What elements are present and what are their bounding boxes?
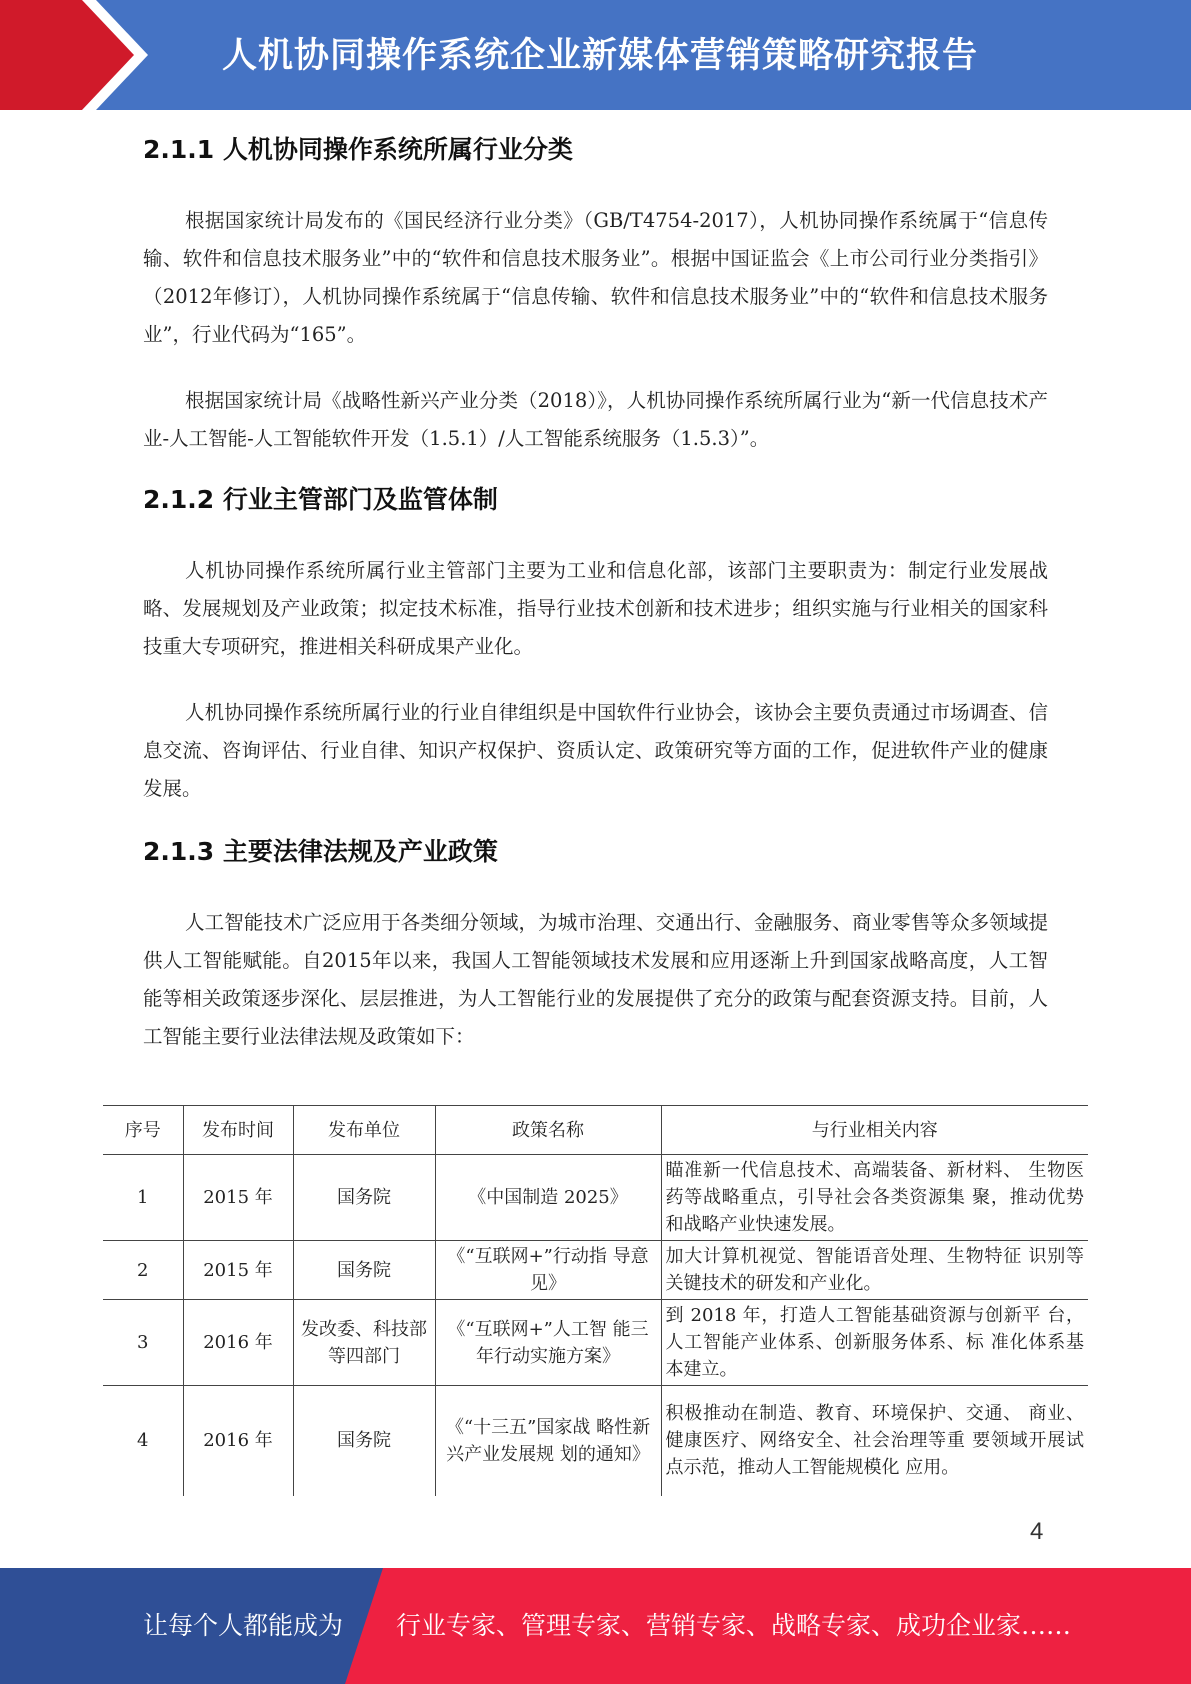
section-title-2-1-3: 2.1.3 主要法律法规及产业政策 [143, 837, 498, 866]
table-header-row [103, 1106, 1088, 1155]
table-cell: 2015 年 [183, 1155, 293, 1241]
section-title-2-1-2: 2.1.2 行业主管部门及监管体制 [143, 485, 498, 514]
section-title-2-1-1: 2.1.1 人机协同操作系统所属行业分类 [143, 135, 573, 164]
page-header [0, 0, 1191, 110]
paragraph: 根据国家统计局发布的《国民经济行业分类》（GB/T4754-2017），人机协同操作系统属于“信息传输、软件和信息技术服务业”中的“软件和信息技术服务业”。根据中国证监会《上市公司行业分类指引》（2012年修订），人机协同操作系统属于“信息传输、软件和信息技术服务业”中的“软件和信息技术服务业”，行业代码为“165”。 [143, 209, 1048, 346]
page-number: 4 [1030, 1518, 1044, 1545]
table-cell: 到 2018 年，打造人工智能基础资源与创新平 台，人工智能产业体系、创新服务体系、标 准化体系基本建立。 [661, 1300, 1088, 1386]
paragraph: 人机协同操作系统所属行业主管部门主要为工业和信息化部，该部门主要职责为：制定行业发展战略、发展规划及产业政策；拟定技术标准，指导行业技术创新和技术进步；组织实施与行业相关的国家科技重大专项研究，推进相关科研成果产业化。 [143, 559, 1048, 658]
table-row [103, 1155, 1088, 1241]
table-cell: 2016 年 [183, 1300, 293, 1386]
paragraph: 根据国家统计局《战略性新兴产业分类（2018）》，人机协同操作系统所属行业为“新一代信息技术产业-人工智能-人工智能软件开发（1.5.1）/人工智能系统服务（1.5.3）”。 [143, 389, 1048, 450]
table-cell: 《“十三五”国家战 略性新兴产业发展规 划的通知》 [435, 1386, 661, 1496]
table-cell: 4 [103, 1386, 183, 1496]
table-cell: 2 [103, 1241, 183, 1300]
policy-table [103, 1105, 1088, 1496]
table-cell: 3 [103, 1300, 183, 1386]
footer-slogan-right: 行业专家、管理专家、营销专家、战略专家、成功企业家…… [396, 1611, 1072, 1640]
table-cell: 加大计算机视觉、智能语音处理、生物特征 识别等关键技术的研发和产业化。 [661, 1241, 1088, 1300]
column-header-issuer: 发布单位 [293, 1106, 435, 1155]
main-content [143, 128, 1048, 1056]
column-header-policy-name: 政策名称 [435, 1106, 661, 1155]
page-footer [0, 1568, 1191, 1684]
table-cell: 《中国制造 2025》 [435, 1155, 661, 1241]
table-cell: 2015 年 [183, 1241, 293, 1300]
paragraph: 人机协同操作系统所属行业的行业自律组织是中国软件行业协会，该协会主要负责通过市场调查、信息交流、咨询评估、行业自律、知识产权保护、资质认定、政策研究等方面的工作，促进软件产业的健康发展。 [143, 701, 1048, 800]
table-cell: 《“互联网+”人工智 能三年行动实施方案》 [435, 1300, 661, 1386]
column-header-date: 发布时间 [183, 1106, 293, 1155]
footer-slogan-left: 让每个人都能成为 [143, 1611, 344, 1640]
table-row [103, 1300, 1088, 1386]
header-arrow-decoration [0, 0, 160, 110]
table-cell: 瞄准新一代信息技术、高端装备、新材料、 生物医药等战略重点，引导社会各类资源集 聚，推动优势和战略产业快速发展。 [661, 1155, 1088, 1241]
table-cell: 2016 年 [183, 1386, 293, 1496]
table-cell: 国务院 [293, 1241, 435, 1300]
table-row [103, 1386, 1088, 1496]
report-title: 人机协同操作系统企业新媒体营销策略研究报告 [222, 36, 979, 76]
table-cell: 《“互联网+”行动指 导意见》 [435, 1241, 661, 1300]
table-cell: 国务院 [293, 1386, 435, 1496]
table-cell: 发改委、科技部等四部门 [293, 1300, 435, 1386]
table-cell: 积极推动在制造、教育、环境保护、交通、 商业、健康医疗、网络安全、社会治理等重 要领域开展试点示范，推动人工智能规模化 应用。 [661, 1386, 1088, 1496]
column-header-content: 与行业相关内容 [661, 1106, 1088, 1155]
table-cell: 国务院 [293, 1155, 435, 1241]
column-header-index: 序号 [103, 1106, 183, 1155]
table-cell: 1 [103, 1155, 183, 1241]
paragraph: 人工智能技术广泛应用于各类细分领域，为城市治理、交通出行、金融服务、商业零售等众多领域提供人工智能赋能。自2015年以来，我国人工智能领域技术发展和应用逐渐上升到国家战略高度，人工智能等相关政策逐步深化、层层推进，为人工智能行业的发展提供了充分的政策与配套资源支持。目前，人工智能主要行业法律法规及政策如下： [143, 911, 1048, 1048]
table-row [103, 1241, 1088, 1300]
